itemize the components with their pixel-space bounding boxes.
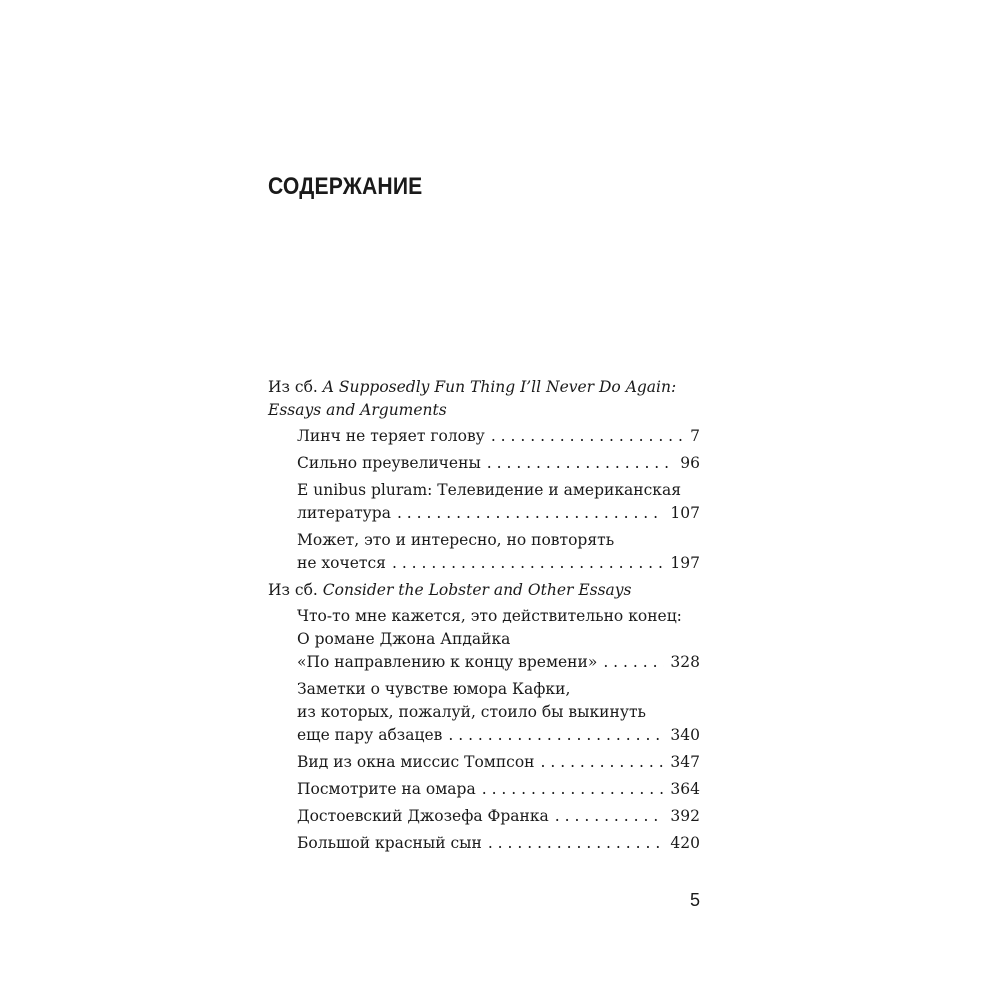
toc-entry[interactable]: [268, 778, 700, 801]
toc-entry[interactable]: [268, 832, 700, 855]
section-title-line2: Essays and Arguments: [268, 401, 447, 419]
entry-page-number: 340: [670, 726, 700, 744]
entry-title: Сильно преувеличены: [297, 454, 481, 472]
toc-entry[interactable]: [268, 678, 700, 747]
toc-entry[interactable]: [268, 529, 700, 575]
entry-page-number: 328: [670, 653, 700, 671]
entry-title: Большой красный сын: [297, 834, 482, 852]
dot-leader: [491, 425, 684, 448]
toc-entry[interactable]: [268, 605, 700, 674]
entry-page-number: 364: [670, 780, 700, 798]
toc-entry[interactable]: [268, 805, 700, 828]
entry-title: литература: [297, 504, 391, 522]
entry-title-line: E unibus pluram: Телевидение и американская: [297, 481, 682, 499]
entry-title-line: Может, это и интересно, но повторять: [297, 531, 615, 549]
section-title-line1: Consider the Lobster and Other Essays: [322, 581, 632, 599]
entry-title: Посмотрите на омара: [297, 780, 476, 798]
page-title: СОДЕРЖАНИЕ: [268, 173, 423, 200]
section-prefix: Из сб.: [268, 378, 323, 396]
entry-page-number: 197: [670, 554, 700, 572]
entry-title-line: Заметки о чувстве юмора Кафки,: [297, 680, 571, 698]
dot-leader: [555, 805, 665, 828]
entry-title: «По направлению к концу времени»: [297, 653, 598, 671]
dot-leader: [392, 552, 664, 575]
entry-page-number: 107: [670, 504, 700, 522]
page-number: 5: [690, 890, 701, 910]
toc-entry[interactable]: [268, 479, 700, 525]
section-prefix: Из сб.: [268, 581, 323, 599]
toc-entry[interactable]: [268, 452, 700, 475]
dot-leader: [397, 502, 664, 525]
dot-leader: [448, 724, 664, 747]
entry-title: еще пару абзацев: [297, 726, 443, 744]
entry-page-number: 347: [670, 753, 700, 771]
section-heading: [268, 579, 700, 602]
dot-leader: [488, 832, 665, 855]
entry-title: Линч не теряет голову: [297, 427, 485, 445]
entry-title-line: О романе Джона Апдайка: [297, 630, 511, 648]
entry-page-number: 7: [690, 427, 700, 445]
entry-title: Достоевский Джозефа Франка: [297, 807, 549, 825]
entry-page-number: 96: [680, 454, 700, 472]
dot-leader: [603, 651, 664, 674]
dot-leader: [482, 778, 665, 801]
section-title-line1: A Supposedly Fun Thing I’ll Never Do Again:: [322, 378, 677, 396]
entry-title-line: из которых, пожалуй, стоило бы выкинуть: [297, 703, 646, 721]
toc-entry[interactable]: [268, 425, 700, 448]
entry-title: не хочется: [297, 554, 386, 572]
dot-leader: [487, 452, 674, 475]
entry-title: Вид из окна миссис Томпсон: [297, 753, 535, 771]
entry-page-number: 420: [670, 834, 700, 852]
section-heading: [268, 376, 700, 422]
table-of-contents: [268, 376, 700, 859]
dot-leader: [541, 751, 665, 774]
entry-page-number: 392: [670, 807, 700, 825]
toc-entry[interactable]: [268, 751, 700, 774]
entry-title-line: Что-то мне кажется, это действительно конец:: [297, 607, 682, 625]
